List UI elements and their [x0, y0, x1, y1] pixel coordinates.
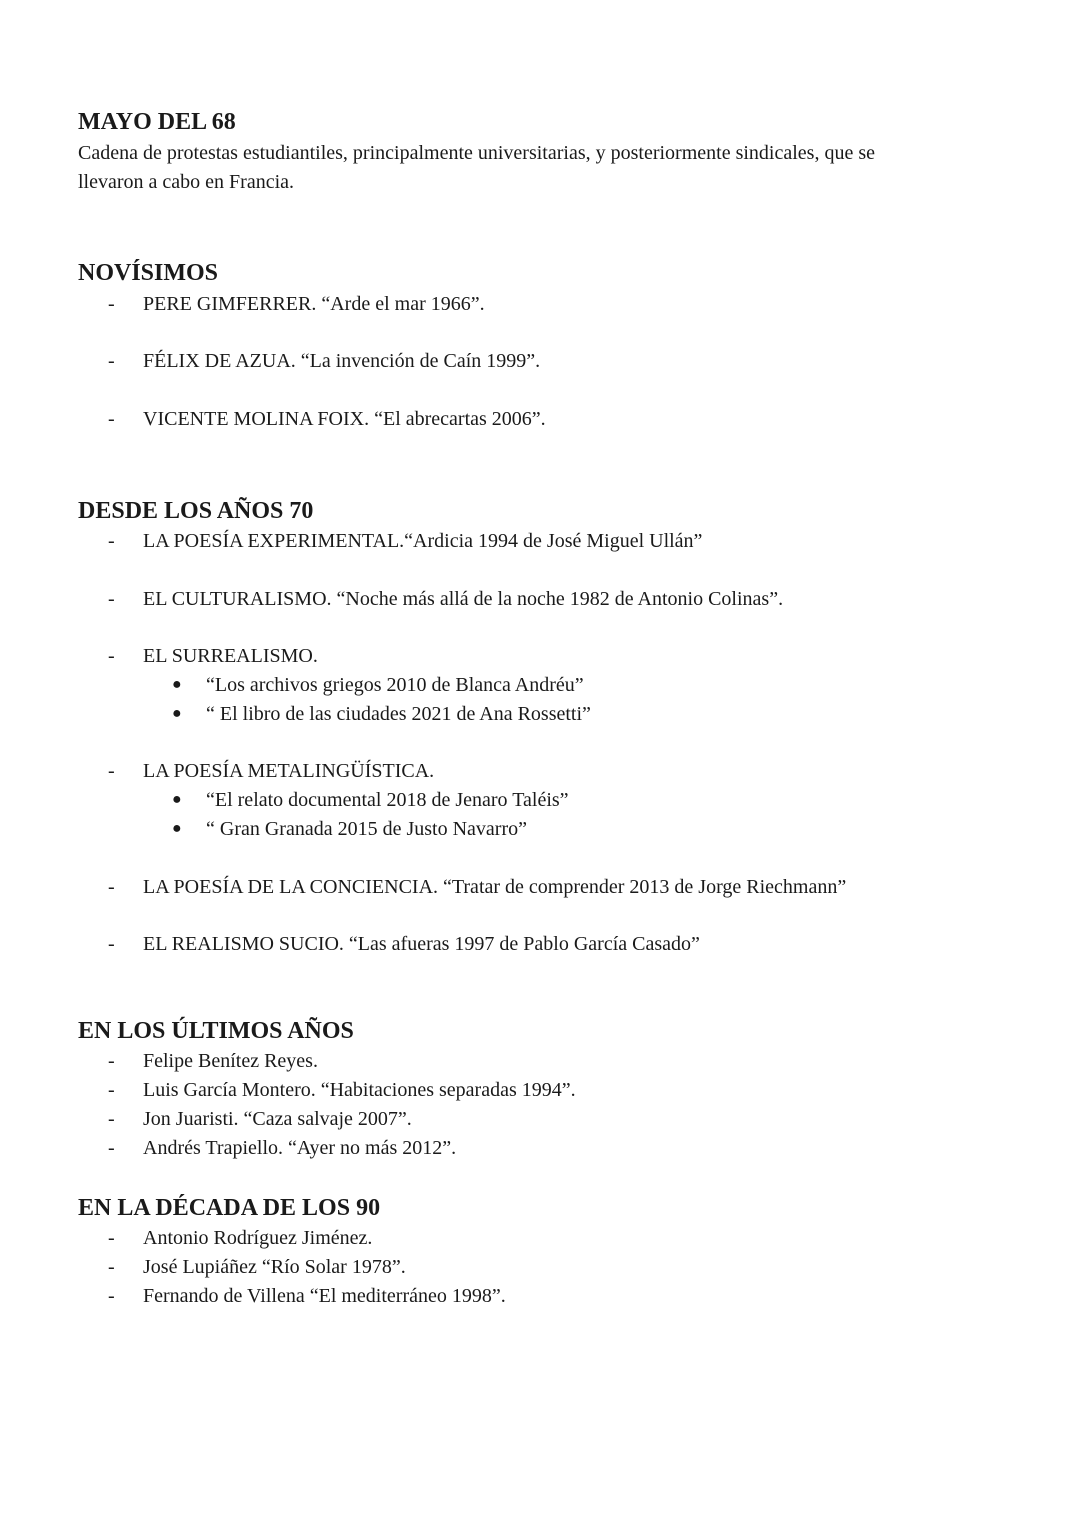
list-item: EL REALISMO SUCIO. “Las afueras 1997 de Pablo García Casado”: [143, 933, 700, 955]
list-item: LA POESÍA METALINGÜÍSTICA.: [143, 760, 435, 782]
section-title-ultimos: EN LOS ÚLTIMOS AÑOS: [78, 1018, 354, 1044]
list-item: Luis García Montero. “Habitaciones separadas 1994”.: [143, 1079, 576, 1101]
list-item: Andrés Trapiello. “Ayer no más 2012”.: [143, 1137, 457, 1159]
section-title-mayo: MAYO DEL 68: [78, 109, 236, 135]
list-item: Fernando de Villena “El mediterráneo 1998”.: [143, 1285, 506, 1307]
sub-list-item: “El relato documental 2018 de Jenaro Taléis”: [206, 789, 569, 811]
dash-marker: -: [108, 293, 115, 315]
dash-marker: -: [108, 588, 115, 610]
list-item: José Lupiáñez “Río Solar 1978”.: [143, 1256, 406, 1278]
dash-marker: -: [108, 876, 115, 898]
dash-marker: -: [108, 1079, 115, 1101]
dash-marker: -: [108, 1108, 115, 1130]
dash-marker: -: [108, 350, 115, 372]
mayo-description-line1: Cadena de protestas estudiantiles, principalmente universitarias, y posteriormente sindicales, que se: [78, 142, 875, 164]
list-item: LA POESÍA EXPERIMENTAL.“Ardicia 1994 de José Miguel Ullán”: [143, 530, 703, 552]
list-item: VICENTE MOLINA FOIX. “El abrecartas 2006”.: [143, 408, 546, 430]
bullet-marker: ●: [172, 676, 182, 693]
bullet-marker: ●: [172, 791, 182, 808]
dash-marker: -: [108, 1256, 115, 1278]
bullet-marker: ●: [172, 820, 182, 837]
dash-marker: -: [108, 933, 115, 955]
list-item: FÉLIX DE AZUA. “La invención de Caín 1999”.: [143, 350, 541, 372]
dash-marker: -: [108, 1227, 115, 1249]
section-title-desde70: DESDE LOS AÑOS 70: [78, 498, 314, 524]
list-item: Felipe Benítez Reyes.: [143, 1050, 318, 1072]
dash-marker: -: [108, 1050, 115, 1072]
dash-marker: -: [108, 645, 115, 667]
dash-marker: -: [108, 530, 115, 552]
section-title-novisimos: NOVÍSIMOS: [78, 260, 219, 286]
list-item: EL SURREALISMO.: [143, 645, 318, 667]
sub-list-item: “ El libro de las ciudades 2021 de Ana Rossetti”: [206, 703, 591, 725]
dash-marker: -: [108, 1285, 115, 1307]
bullet-marker: ●: [172, 705, 182, 722]
list-item: Antonio Rodríguez Jiménez.: [143, 1227, 373, 1249]
dash-marker: -: [108, 408, 115, 430]
list-item: LA POESÍA DE LA CONCIENCIA. “Tratar de comprender 2013 de Jorge Riechmann”: [143, 876, 847, 898]
sub-list-item: “ Gran Granada 2015 de Justo Navarro”: [206, 818, 527, 840]
list-item: PERE GIMFERRER. “Arde el mar 1966”.: [143, 293, 485, 315]
dash-marker: -: [108, 760, 115, 782]
sub-list-item: “Los archivos griegos 2010 de Blanca Andréu”: [206, 674, 584, 696]
list-item: Jon Juaristi. “Caza salvaje 2007”.: [143, 1108, 412, 1130]
dash-marker: -: [108, 1137, 115, 1159]
section-title-decada90: EN LA DÉCADA DE LOS 90: [78, 1195, 381, 1221]
list-item: EL CULTURALISMO. “Noche más allá de la noche 1982 de Antonio Colinas”.: [143, 588, 784, 610]
mayo-description-line2: llevaron a cabo en Francia.: [78, 171, 295, 193]
